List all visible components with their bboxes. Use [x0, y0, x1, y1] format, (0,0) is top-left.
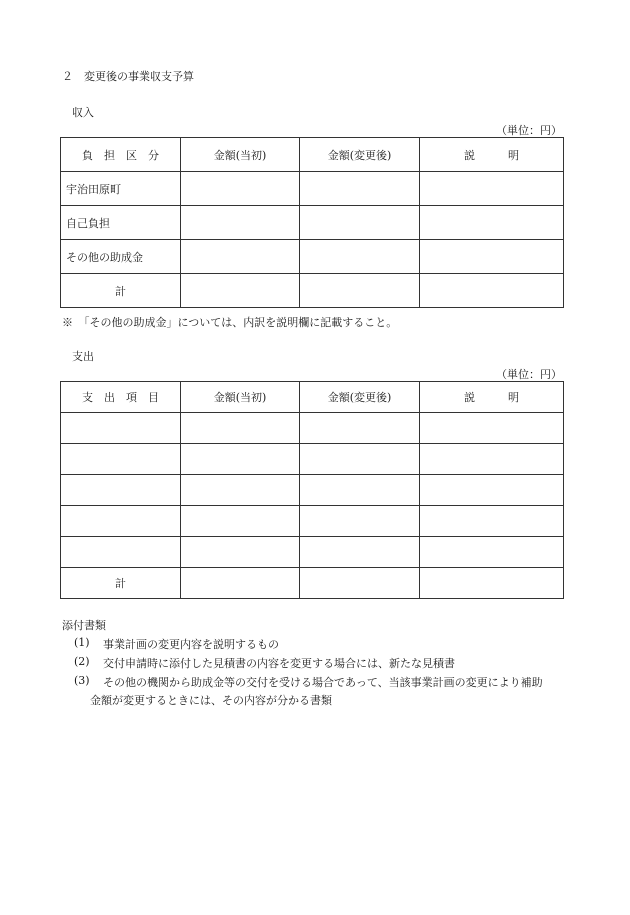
- expense-heading: 支出: [72, 350, 94, 363]
- income-cell-description[interactable]: [420, 206, 564, 240]
- expense-cell-initial[interactable]: [181, 506, 300, 537]
- expense-cell-description[interactable]: [420, 413, 564, 444]
- expense-cell-initial[interactable]: [181, 537, 300, 568]
- expense-cell-changed[interactable]: [300, 413, 420, 444]
- income-cell-initial[interactable]: [181, 240, 300, 274]
- attachment-item-number: (1): [74, 636, 90, 649]
- income-cell-initial[interactable]: [181, 206, 300, 240]
- expense-cell-initial[interactable]: [181, 413, 300, 444]
- expense-cell-item[interactable]: [61, 413, 181, 444]
- expense-table: [60, 381, 564, 599]
- income-row-label: その他の助成金: [61, 240, 181, 274]
- expense-cell-item[interactable]: [61, 537, 181, 568]
- expense-row: [61, 506, 564, 537]
- attachment-item-continuation: 金額が変更するときには、その内容が分かる書類: [90, 694, 332, 707]
- expense-cell-item[interactable]: [61, 506, 181, 537]
- income-cell-description[interactable]: [420, 172, 564, 206]
- income-header-category: 負 担 区 分: [61, 138, 181, 172]
- income-header-amount-changed: 金額(変更後): [300, 138, 420, 172]
- income-total-row: [61, 274, 564, 308]
- expense-cell-item[interactable]: [61, 475, 181, 506]
- expense-cell-item[interactable]: [61, 444, 181, 475]
- income-total-label: 計: [61, 274, 181, 308]
- expense-header-description: 説 明: [420, 382, 564, 413]
- expense-cell-description[interactable]: [420, 506, 564, 537]
- income-total-changed[interactable]: [300, 274, 420, 308]
- expense-cell-initial[interactable]: [181, 444, 300, 475]
- income-header-row: [61, 138, 564, 172]
- attachment-item-text: 交付申請時に添付した見積書の内容を変更する場合には、新たな見積書: [103, 657, 455, 670]
- expense-cell-changed[interactable]: [300, 537, 420, 568]
- income-total-description[interactable]: [420, 274, 564, 308]
- income-header-description: 説 明: [420, 138, 564, 172]
- income-footnote: ※ 「その他の助成金」については、内訳を説明欄に記載すること。: [62, 316, 398, 329]
- expense-cell-changed[interactable]: [300, 506, 420, 537]
- expense-total-changed[interactable]: [300, 568, 420, 599]
- expense-cell-description[interactable]: [420, 444, 564, 475]
- expense-unit: （単位：円）: [496, 368, 562, 381]
- expense-header-item: 支 出 項 目: [61, 382, 181, 413]
- expense-header-amount-initial: 金額(当初): [181, 382, 300, 413]
- expense-cell-description[interactable]: [420, 475, 564, 506]
- expense-cell-initial[interactable]: [181, 475, 300, 506]
- expense-row: [61, 475, 564, 506]
- income-cell-changed[interactable]: [300, 206, 420, 240]
- expense-total-initial[interactable]: [181, 568, 300, 599]
- expense-total-label: 計: [61, 568, 181, 599]
- attachments-heading: 添付書類: [62, 619, 106, 632]
- expense-total-row: [61, 568, 564, 599]
- income-row: [61, 240, 564, 274]
- income-unit: （単位：円）: [496, 124, 562, 137]
- attachment-item-text: 事業計画の変更内容を説明するもの: [103, 638, 279, 651]
- income-header-amount-initial: 金額(当初): [181, 138, 300, 172]
- income-row: [61, 172, 564, 206]
- expense-cell-description[interactable]: [420, 537, 564, 568]
- income-row: [61, 206, 564, 240]
- income-row-label: 自己負担: [61, 206, 181, 240]
- expense-header-amount-changed: 金額(変更後): [300, 382, 420, 413]
- expense-row: [61, 444, 564, 475]
- income-cell-changed[interactable]: [300, 172, 420, 206]
- attachment-item-number: (3): [74, 674, 90, 687]
- income-total-initial[interactable]: [181, 274, 300, 308]
- income-table: [60, 137, 564, 308]
- income-heading: 収入: [72, 106, 94, 119]
- expense-total-description[interactable]: [420, 568, 564, 599]
- expense-cell-changed[interactable]: [300, 475, 420, 506]
- attachment-item-number: (2): [74, 655, 90, 668]
- income-row-label: 宇治田原町: [61, 172, 181, 206]
- expense-header-row: [61, 382, 564, 413]
- expense-row: [61, 537, 564, 568]
- section-title: ２ 変更後の事業収支予算: [62, 70, 194, 83]
- income-cell-initial[interactable]: [181, 172, 300, 206]
- attachment-item-text: その他の機関から助成金等の交付を受ける場合であって、当該事業計画の変更により補助: [103, 676, 543, 689]
- expense-cell-changed[interactable]: [300, 444, 420, 475]
- income-cell-description[interactable]: [420, 240, 564, 274]
- income-cell-changed[interactable]: [300, 240, 420, 274]
- expense-row: [61, 413, 564, 444]
